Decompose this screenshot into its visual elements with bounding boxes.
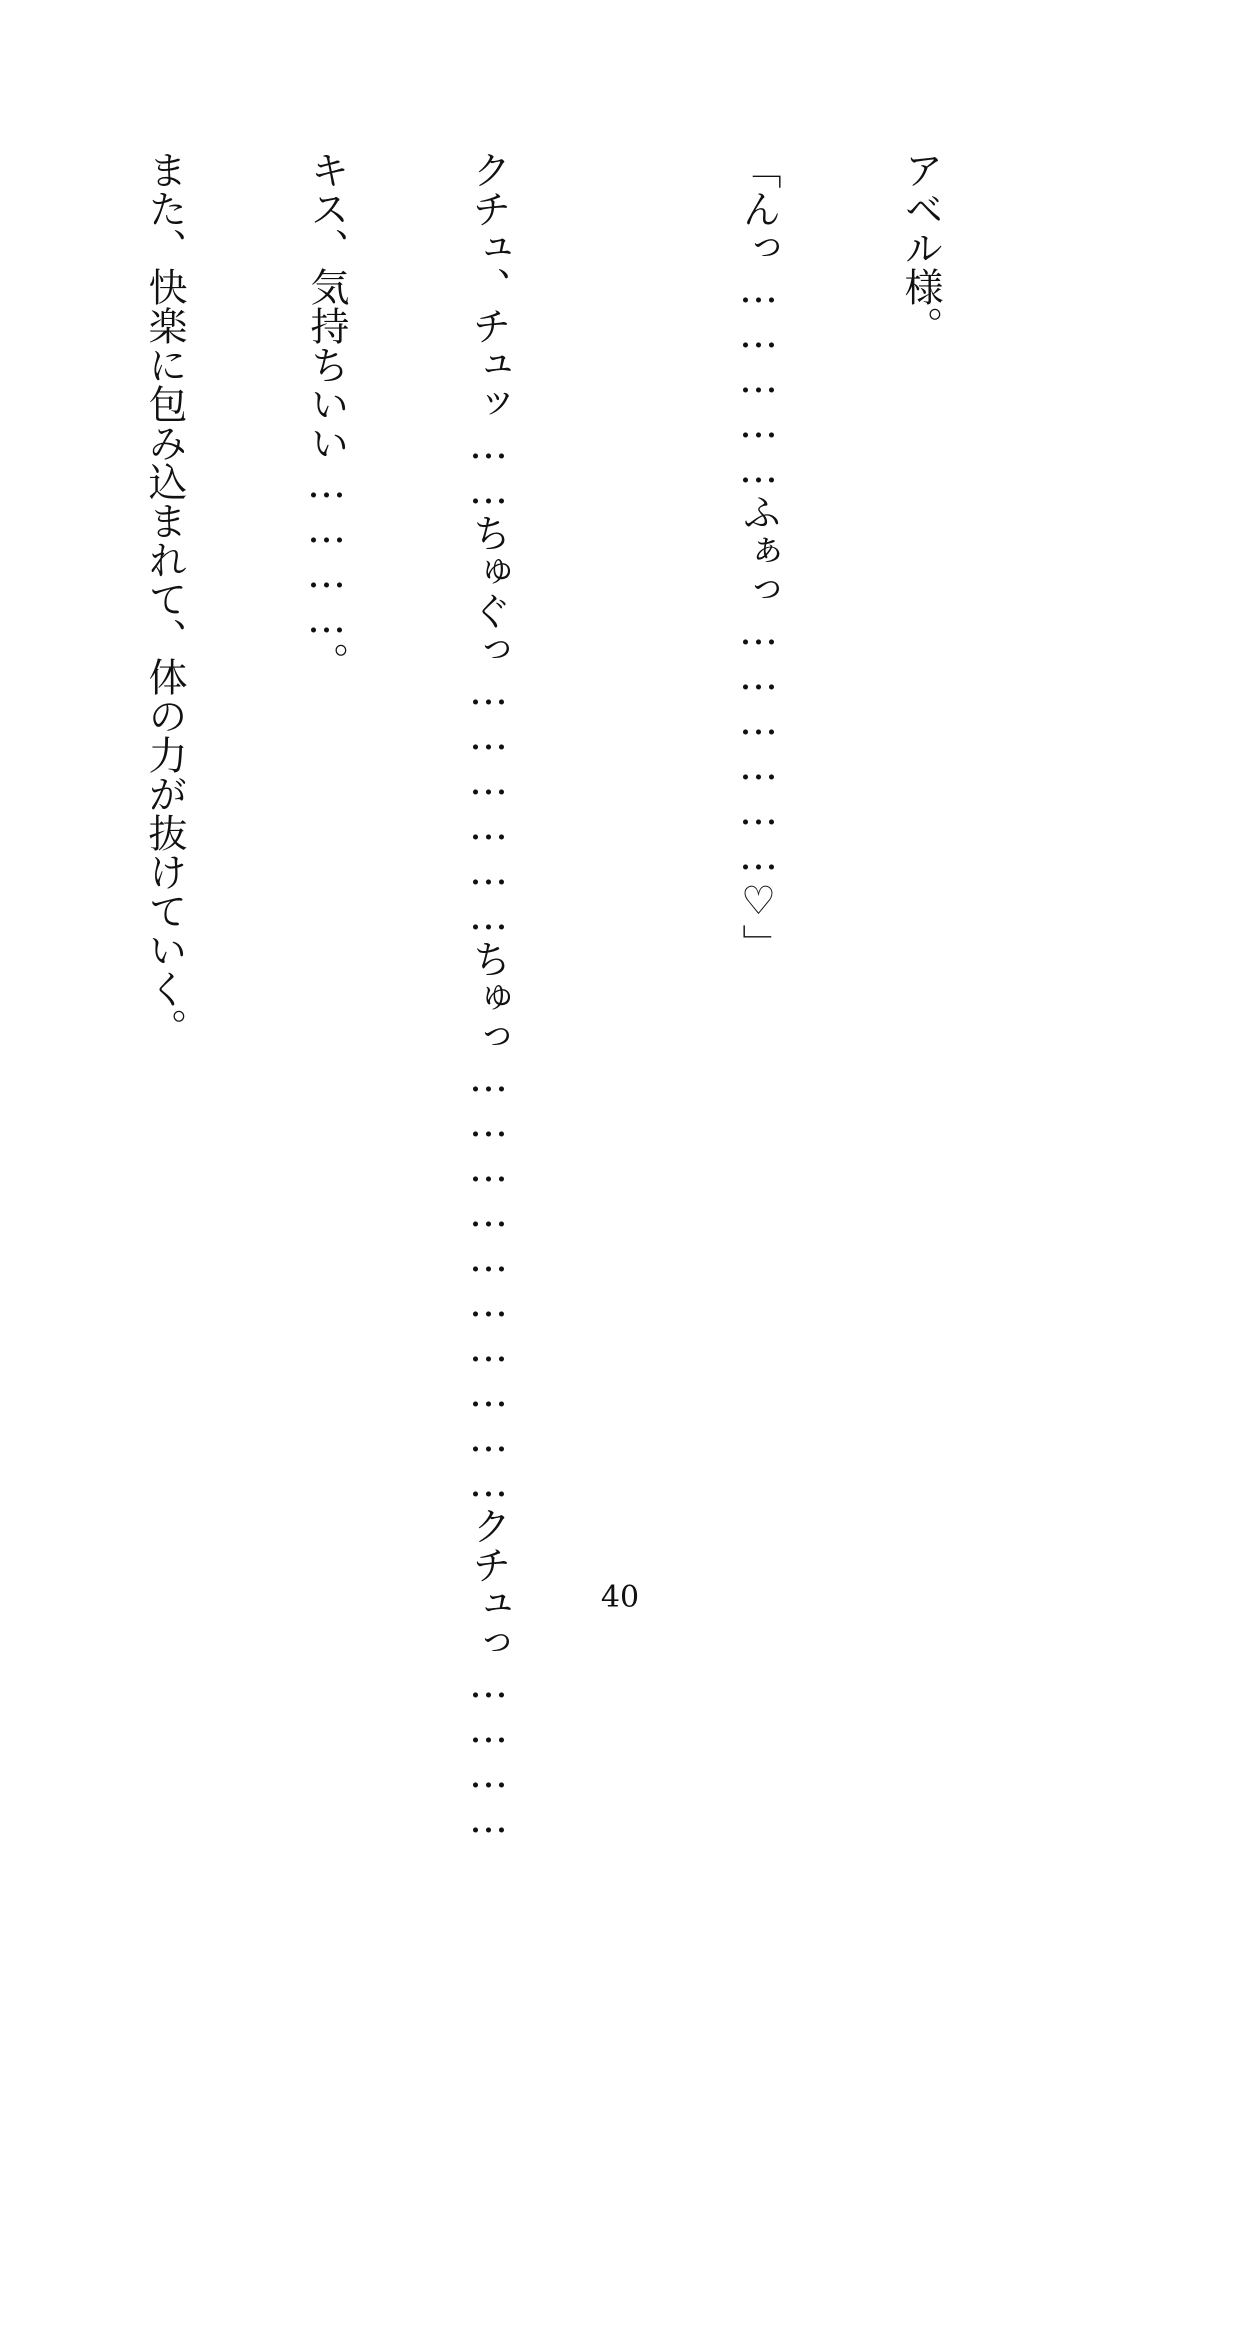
body-text	[0, 150, 1055, 1842]
text-line: クチュ、チュッ……ちゅぐっ………………ちゅっ…………………………クチュっ…………	[466, 150, 511, 1842]
text-line: 「んっ……………ふぁっ………………♡」	[736, 150, 781, 963]
text-line: キス、気持ちいい…………。	[304, 150, 349, 681]
page-number: 40	[600, 1580, 640, 1615]
text-line: アベル様。	[898, 150, 943, 345]
text-line: また、快楽に包み込まれて、体の力が抜けていく。	[142, 150, 187, 1047]
